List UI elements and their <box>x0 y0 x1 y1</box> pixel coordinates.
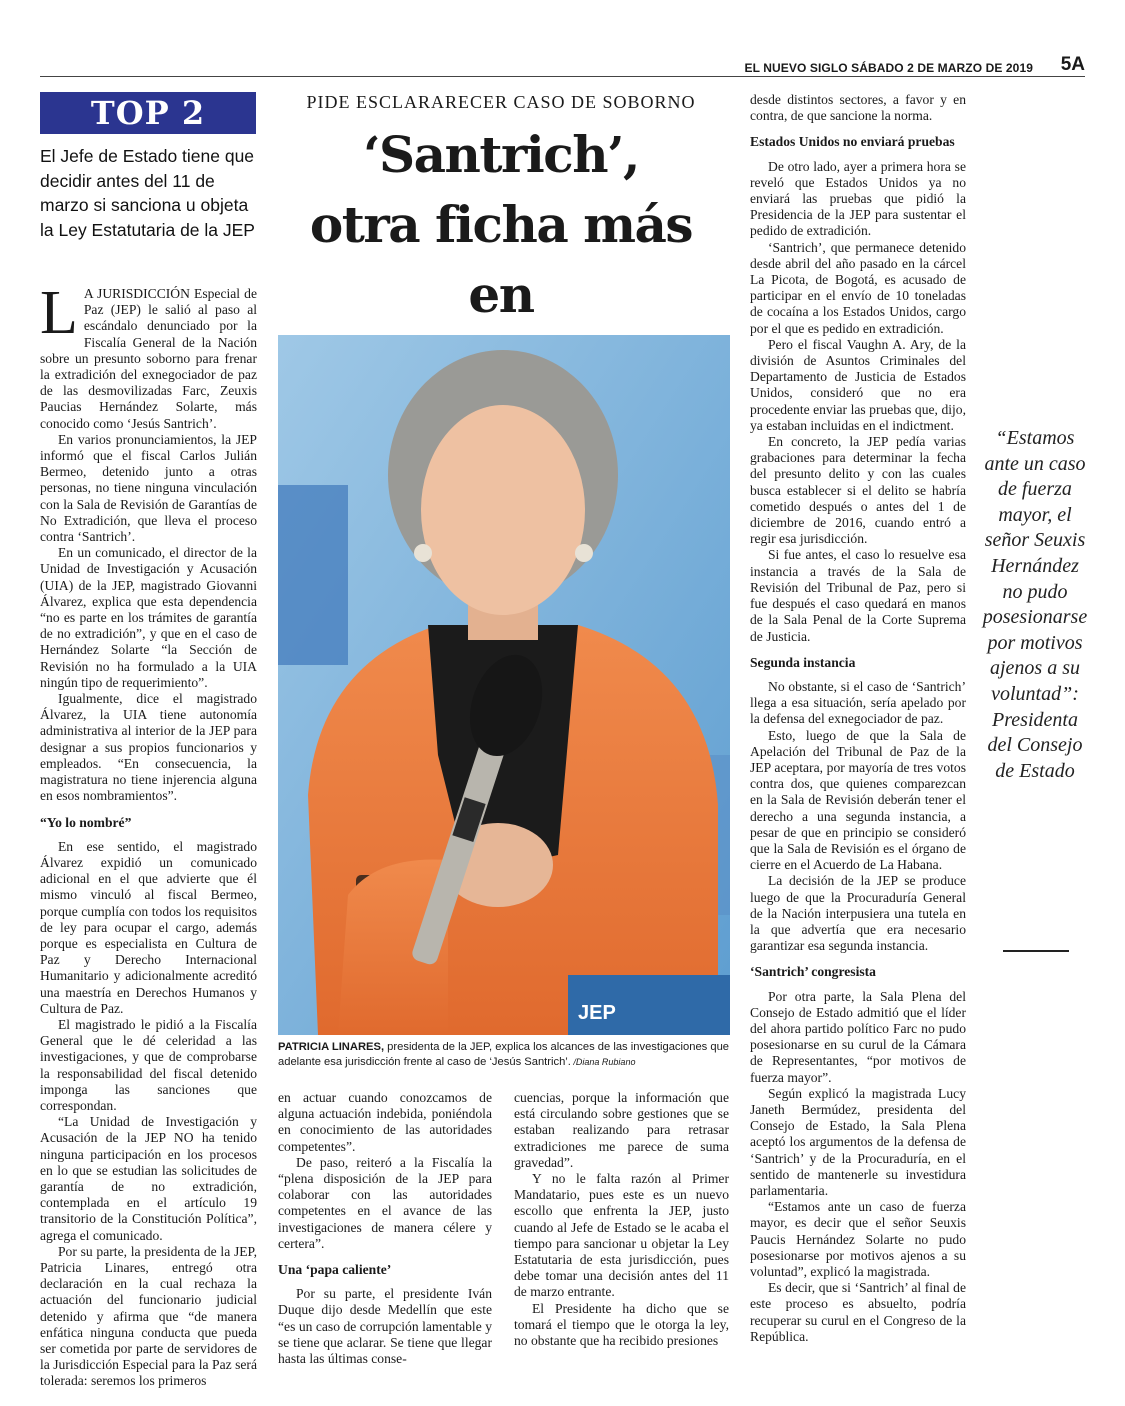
paragraph: La decisión de la JEP se produce luego de que la Procuraduría General de la Nación interpusiera una tutela en la que advertía que era necesario garantizar esa segunda instancia. <box>750 873 966 954</box>
paragraph: De paso, reiteró a la Fiscalía la “plena disposición de la JEP para colaborar con las autoridades competentes en el avance de las investigaciones de manera célere y certera”. <box>278 1154 492 1251</box>
paragraph: En un comunicado, el director de la Unidad de Investigación y Acusación (UIA) de la JEP, magistrado Giovanni Álvarez, explica que esta dependencia “no es parte en los trámites de garantía de no extradición”, y que en el caso de Hernández Solarte “la Sección de Revisión no ha formulado a la UIA ningún tipo de requerimiento”. <box>40 545 257 690</box>
photo-caption <box>278 1040 730 1070</box>
headline-line: ‘Santrich’, <box>363 125 639 184</box>
main-photo <box>278 335 730 1035</box>
photo-credit: /Diana Rubiano <box>570 1057 636 1067</box>
subheading: Una ‘papa caliente’ <box>278 1262 392 1278</box>
paragraph: Es decir, que si ‘Santrich’ al final de este proceso es absuelto, podría recuperar su curul en el Congreso de la República. <box>750 1280 966 1344</box>
photo-illustration <box>278 335 730 1035</box>
paragraph: “La Unidad de Investigación y Acusación de la JEP NO ha tenido ninguna participación en los procesos en lo que se estudian las solicitudes de garantía de no extradición, contemplada en el artículo 19 transitorio de la Constitución Política”, agrega el comunicado. <box>40 1114 257 1243</box>
lead-summary: El Jefe de Estado tiene que decidir antes del 11 de marzo si sanciona u objeta la Ley Estatutaria de la JEP <box>40 146 255 240</box>
paragraph: Por otra parte, la Sala Plena del Consejo de Estado admitió que el líder del ahora partido político Farc no pudo posesionarse en su curul de la Cámara de Representantes, “por motivos de fuerza mayor”. <box>750 988 966 1085</box>
paragraph: En concreto, la JEP pedía varias grabaciones para determinar la fecha del presunto delito y con las cuales busca establecer si el delito se habría cometido después o antes del 1 de diciembre de 2016, cuando entró a regir esa jurisdicción. <box>750 434 966 547</box>
caption-text: presidenta de la JEP, explica los alcances de las investigaciones que adelante esa jurisdicción frente al caso de ‘Jesús Santrich’. <box>278 1041 730 1068</box>
subheading: “Yo lo nombré” <box>40 814 132 830</box>
mic-flag-label: JEP <box>578 1002 616 1024</box>
paragraph: En ese sentido, el magistrado Álvarez expidió un comunicado adicional en el que advierte que él mismo vinculó al fiscal Bermeo, porque cumplía con todos los requisitos de ley para ocupar el cargo, además porque es especialista en Cultura de Paz y Derecho Internacional Humanitario y adicionalmente acreditó una maestría en Derechos Humanos y Cultura de Paz. <box>40 838 257 1016</box>
paragraph: En varios pronunciamientos, la JEP informó que el fiscal Carlos Julián Bermeo, detenido junto a otras personas, no tiene ninguna vinculación con la Sala de Revisión de Garantías de No Extradición, que lleva el proceso contra ‘Santrich’. <box>40 431 257 545</box>
subheading: Segunda instancia <box>750 654 856 670</box>
paragraph: Si fue antes, el caso lo resuelve esa instancia a través de la Sala de Revisión del Tribunal de Paz, pero si fue después el caso quedará en manos de la Sala Penal de la Corte Suprema de Justicia. <box>750 547 966 644</box>
paragraph: Y no le falta razón al Primer Mandatario, pues este es un nuevo escollo que enfrenta la JEP, justo cuando al Jefe de Estado se le acaba el tiempo para sancionar u objetar la Ley Estatutaria de esta jurisdicción, pues debe tomar una decisión antes del 11 de marzo entrante. <box>514 1171 729 1300</box>
top-label-box: TOP 2 <box>40 92 256 134</box>
paragraph: No obstante, si el caso de ‘Santrich’ llega a esa situación, sería apelado por la defensa del exnegociador de paz. <box>750 678 966 727</box>
caption-name: PATRICIA LINARES, <box>278 1041 385 1053</box>
headline-line: otra ficha más en <box>309 195 693 324</box>
paragraph: El Presidente ha dicho que se tomará el tiempo que le otorga la ley, no obstante que ha recibido presiones <box>514 1300 729 1349</box>
article-column-4 <box>750 92 966 1345</box>
article-column-1 <box>40 279 257 1390</box>
subheading: ‘Santrich’ congresista <box>750 964 876 980</box>
paragraph: Según explicó la magistrada Lucy Janeth Bermúdez, presidenta del Consejo de Estado, la Sala Plena aceptó los argumentos de la defensa de ‘Santrich’ y de la Procuraduría, en el sentido de mantenerle su investidura parlamentaria. <box>750 1085 966 1198</box>
paragraph: Esto, luego de que la Sala de Apelación del Tribunal de Paz de la JEP aceptara, por mayoría de tres votos contra dos, que quienes comparezcan en la Sala de Revisión deberán tener el derecho a una segunda instancia, a pesar de que en principio se consideró que la Sala de Revisión es el órgano de cierre en el Acuerdo de La Habana. <box>750 727 966 873</box>
article-column-3 <box>514 1090 729 1349</box>
paragraph: desde distintos sectores, a favor y en contra, de que sancione la norma. <box>750 92 966 124</box>
page-header <box>40 54 1085 78</box>
pull-quote: “Estamos ante un caso de fuerza mayor, el señor Seuxis Hernández no pudo posesionarse por motivos ajenos a su voluntad”: Presidenta del Consejo de Estado <box>982 427 1088 782</box>
paragraph: en actuar cuando conozcamos de alguna actuación indebida, poniéndola en conocimiento de las autoridades competentes”. <box>278 1090 492 1154</box>
kicker: PIDE ESCLARARECER CASO DE SOBORNO <box>306 92 696 112</box>
article-column-2 <box>278 1090 492 1367</box>
paragraph: L A JURISDICCIÓN Especial de Paz (JEP) le salió al paso al escándalo denunciado por la Fiscalía General de la Nación sobre un presunto soborno para frenar la extradición del exnegociador de paz de las desmovilizadas Farc, Zeuxis Paucias Hernández Solarte, más conocido como ‘Jesús Santrich’. <box>40 279 257 431</box>
subheading: Estados Unidos no enviará pruebas <box>750 134 955 150</box>
paragraph: El magistrado le pidió a la Fiscalía General que le dé celeridad a las investigaciones, y que de comprobarse la responsabilidad del fiscal detenido imponga las sanciones que correspondan. <box>40 1016 257 1113</box>
pull-quote-rule <box>1003 950 1069 952</box>
paragraph: Pero el fiscal Vaughn A. Ary, de la división de Asuntos Criminales del Departamento de Justicia de Estados Unidos, consideró que no era procedente enviar las pruebas que, dijo, ya estaban incluidas en el indictment. <box>750 336 966 433</box>
paragraph: “Estamos ante un caso de fuerza mayor, es decir que el señor Seuxis Paucis Hernández Solarte no pudo posesionarse por motivos ajenos a su voluntad”, explicó la magistrada. <box>750 1199 966 1280</box>
drop-cap: L <box>40 279 78 347</box>
paragraph: De otro lado, ayer a primera hora se reveló que Estados Unidos ya no enviará las pruebas que pidió la Presidencia de la JEP para sustentar el pedido de extradición. <box>750 158 966 239</box>
paragraph: ‘Santrich’, que permanece detenido desde abril del año pasado en la cárcel La Picota, de Bogotá, es acusado de participar en el envío de 10 toneladas de cocaína a los Estados Unidos, cargo por el que es pedido en extradición. <box>750 239 966 336</box>
paragraph: cuencias, porque la información que está circulando sobre gestiones que se estaban realizando para retrasar extradiciones me parece de suma gravedad”. <box>514 1090 729 1170</box>
folio: EL NUEVO SIGLO SÁBADO 2 DE MARZO DE 2019 <box>744 61 1033 75</box>
page-number: 5A <box>1060 54 1085 75</box>
paragraph: Por su parte, la presidenta de la JEP, Patricia Linares, entregó otra declaración en la cual rechaza la actuación del funcionario judicial detenido y afirma que “de manera enfática ninguna conducta que pueda ser cometida por parte de servidores de la Jurisdicción Especial para la Paz será tolerada: seremos los primeros <box>40 1243 257 1389</box>
header-rule <box>40 76 1085 77</box>
paragraph: Igualmente, dice el magistrado Álvarez, la UIA tiene autonomía administrativa al interior de la JEP para designar a sus propios funcionarios y empleados. “En consecuencia, la magistratura no tiene injerencia alguna en esos nombramientos”. <box>40 691 257 804</box>
paragraph: Por su parte, el presidente Iván Duque dijo desde Medellín que este “es un caso de corrupción lamentable y se tiene que aclarar. Se tiene que llegar hasta las últimas conse- <box>278 1286 492 1367</box>
